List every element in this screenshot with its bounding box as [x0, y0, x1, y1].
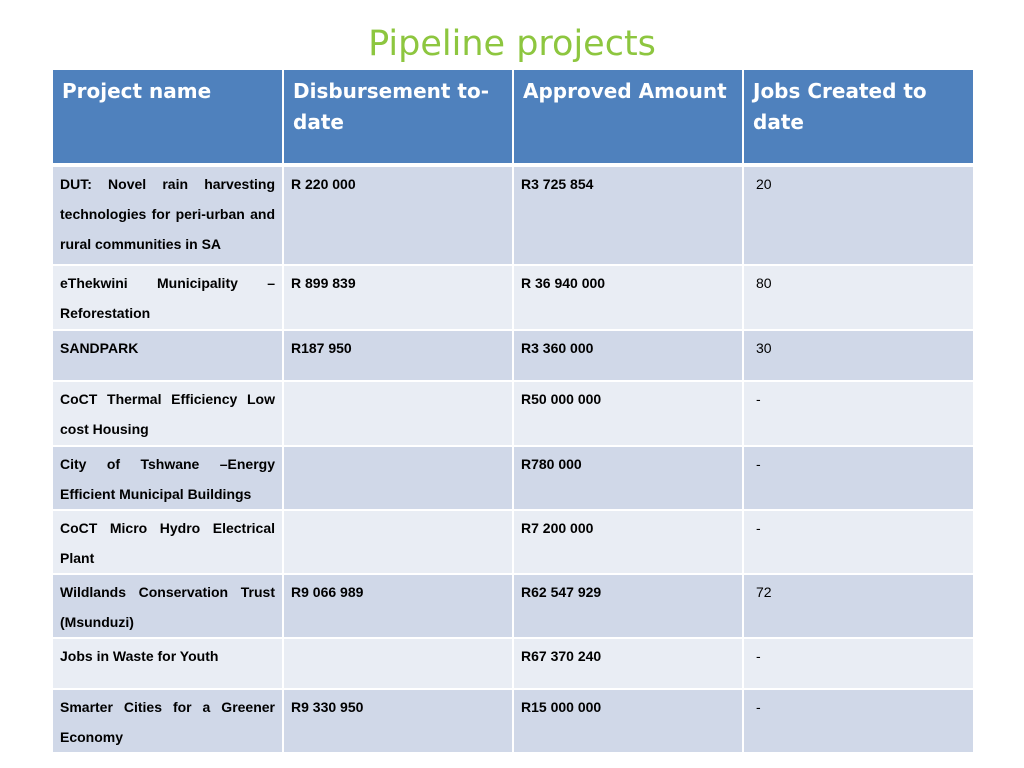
table-row	[52, 638, 974, 689]
table-row	[52, 165, 974, 265]
project-name-cell: Wildlands Conservation Trust (Msunduzi)	[52, 574, 283, 638]
jobs-cell: 20	[743, 165, 974, 265]
disbursement-cell: R187 950	[283, 330, 513, 381]
project-name-cell: eThekwini Municipality – Reforestation	[52, 265, 283, 330]
disbursement-cell	[283, 510, 513, 574]
project-name-cell: CoCT Micro Hydro Electrical Plant	[52, 510, 283, 574]
disbursement-cell: R9 066 989	[283, 574, 513, 638]
approved-amount-cell: R62 547 929	[513, 574, 743, 638]
jobs-cell: 72	[743, 574, 974, 638]
disbursement-cell: R 899 839	[283, 265, 513, 330]
approved-amount-cell: R3 360 000	[513, 330, 743, 381]
table-row	[52, 510, 974, 574]
project-name-cell: Jobs in Waste for Youth	[52, 638, 283, 689]
header-disbursement: Disbursement to-date	[283, 69, 513, 165]
disbursement-cell	[283, 638, 513, 689]
approved-amount-cell: R67 370 240	[513, 638, 743, 689]
approved-amount-cell: R7 200 000	[513, 510, 743, 574]
jobs-cell: -	[743, 446, 974, 510]
page-title: Pipeline projects	[368, 24, 656, 64]
approved-amount-cell: R780 000	[513, 446, 743, 510]
approved-amount-cell: R3 725 854	[513, 165, 743, 265]
approved-amount-cell: R50 000 000	[513, 381, 743, 446]
header-approved-amount: Approved Amount	[513, 69, 743, 165]
jobs-cell: -	[743, 381, 974, 446]
project-name-cell: City of Tshwane –Energy Efficient Municipal Buildings	[52, 446, 283, 510]
project-name-cell: Smarter Cities for a Greener Economy	[52, 689, 283, 753]
table-row	[52, 574, 974, 638]
disbursement-cell	[283, 446, 513, 510]
project-name-cell: SANDPARK	[52, 330, 283, 381]
table-header-row	[52, 69, 974, 165]
jobs-cell: -	[743, 638, 974, 689]
table-row	[52, 265, 974, 330]
disbursement-cell: R9 330 950	[283, 689, 513, 753]
jobs-cell: 80	[743, 265, 974, 330]
approved-amount-cell: R 36 940 000	[513, 265, 743, 330]
table-row	[52, 381, 974, 446]
project-name-cell: CoCT Thermal Efficiency Low cost Housing	[52, 381, 283, 446]
disbursement-cell	[283, 381, 513, 446]
header-project-name: Project name	[52, 69, 283, 165]
jobs-cell: -	[743, 510, 974, 574]
project-name-cell: DUT: Novel rain harvesting technologies for peri-urban and rural communities in SA	[52, 165, 283, 265]
table-row	[52, 446, 974, 510]
jobs-cell: 30	[743, 330, 974, 381]
approved-amount-cell: R15 000 000	[513, 689, 743, 753]
projects-table	[51, 68, 975, 754]
header-jobs-created: Jobs Created to date	[743, 69, 974, 165]
disbursement-cell: R 220 000	[283, 165, 513, 265]
table-row	[52, 689, 974, 753]
table-row	[52, 330, 974, 381]
jobs-cell: -	[743, 689, 974, 753]
